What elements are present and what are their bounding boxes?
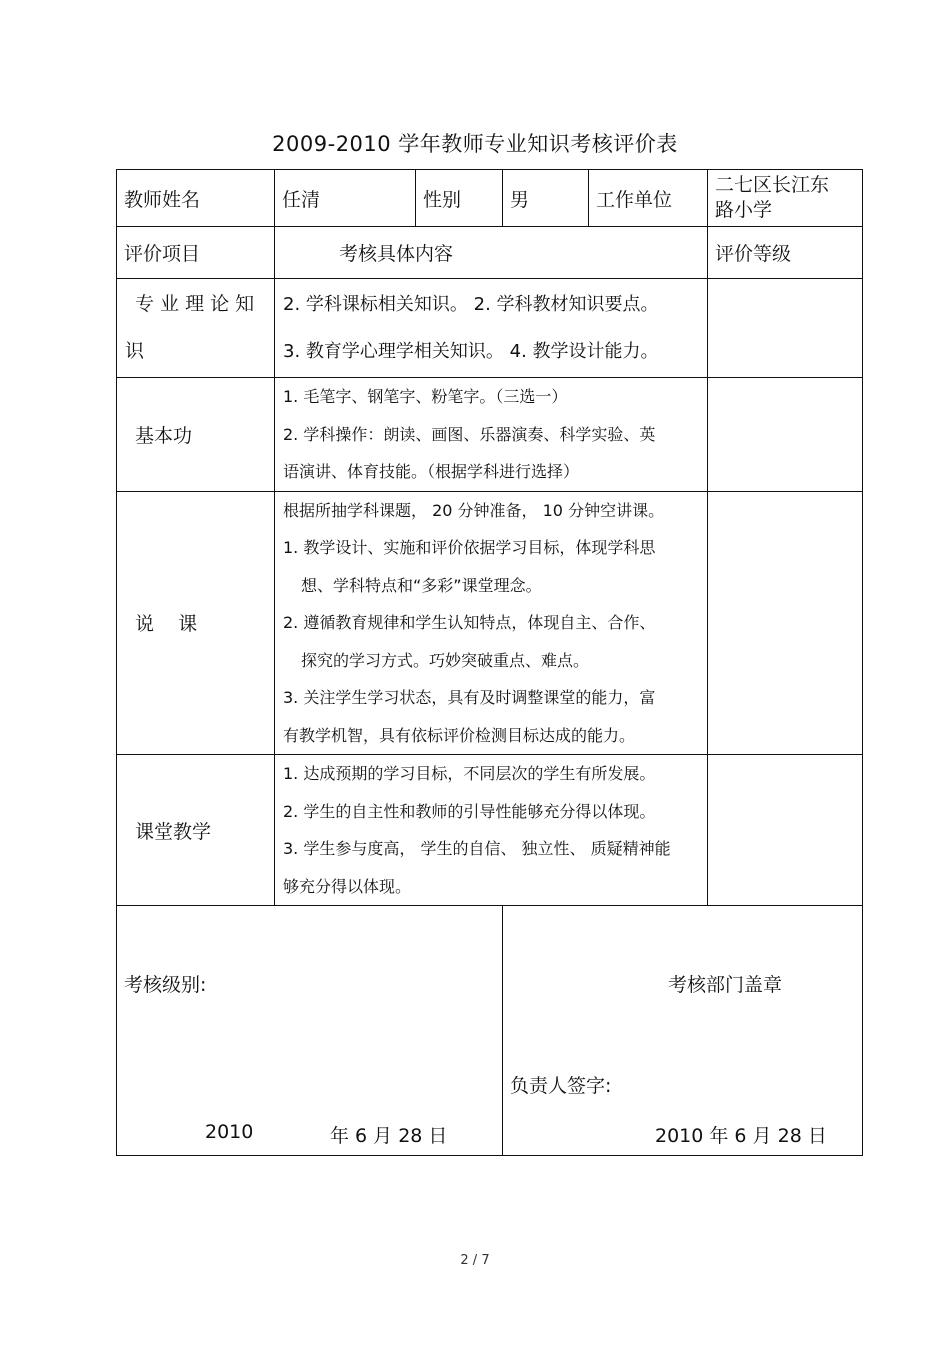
gender-label: 性别: [416, 170, 503, 227]
work-unit-value-line1: 二七区长江东: [715, 174, 830, 196]
classroom-content: [275, 755, 708, 906]
right-date: 2010 年 6 月 28 日: [655, 1125, 827, 1147]
document-title: 2009-2010 学年教师专业知识考核评价表: [272, 132, 678, 156]
lecture-line-5: 探究的学习方式。巧妙突破重点、难点。: [301, 650, 590, 670]
left-date-year: 2010: [205, 1121, 254, 1143]
signer-label: 负责人签字:: [510, 1075, 612, 1097]
basic-skills-row: [117, 378, 863, 492]
header-row: [117, 227, 863, 279]
work-unit-label: 工作单位: [589, 170, 708, 227]
page-number: 2 / 7: [460, 1253, 490, 1268]
teacher-name-label: 教师姓名: [117, 170, 275, 227]
lecture-content: [275, 491, 708, 755]
teacher-name-value: 任清: [275, 170, 416, 227]
lecture-line-6: 3. 关注学生学习状态，具有及时调整课堂的能力，富: [283, 688, 656, 707]
theory-label-line2: 识: [125, 340, 145, 362]
lecture-line-3: 想、学科特点和“多彩”课堂理念。: [301, 575, 542, 595]
teacher-info-row: [117, 170, 863, 227]
theory-grade-cell: [708, 279, 863, 378]
work-unit-value: [708, 170, 863, 227]
theory-row: [117, 279, 863, 378]
lecture-grade-cell: [708, 491, 863, 755]
classroom-label: 课堂教学: [117, 755, 275, 906]
theory-label: [117, 279, 275, 378]
basic-skills-label: 基本功: [117, 378, 275, 492]
seal-cell: [503, 906, 863, 1156]
basic-line-3: 语演讲、体育技能。（根据学科进行选择）: [283, 462, 580, 481]
theory-label-line1: 专 业 理 论 知: [135, 293, 255, 315]
lecture-line-2: 1. 教学设计、实施和评价依据学习目标，体现学科思: [283, 538, 656, 557]
evaluation-table: [116, 169, 863, 1156]
lecture-line-7: 有教学机智，具有依标评价检测目标达成的能力。: [283, 725, 636, 745]
signature-row: [117, 906, 863, 1156]
theory-content: [275, 279, 708, 378]
basic-line-2: 2. 学科操作：朗读、画图、乐器演奏、科学实验、英: [283, 424, 656, 444]
lecture-row: [117, 491, 863, 755]
basic-grade-cell: [708, 378, 863, 492]
left-date-rest: 年 6 月 28 日: [330, 1125, 448, 1147]
content-header: 考核具体内容: [275, 227, 708, 279]
assessment-level-cell: [117, 906, 503, 1156]
basic-skills-content: [275, 378, 708, 492]
lecture-label: 说 课: [117, 491, 275, 755]
classroom-line-4: 够充分得以体现。: [283, 876, 412, 896]
work-unit-value-line2: 路小学: [715, 199, 773, 221]
department-seal-label: 考核部门盖章: [668, 974, 783, 996]
lecture-line-1: 根据所抽学科课题， 20 分钟准备， 10 分钟空讲课。: [283, 500, 665, 520]
lecture-line-4: 2. 遵循教育规律和学生认知特点，体现自主、合作、: [283, 613, 656, 632]
classroom-line-1: 1. 达成预期的学习目标，不同层次的学生有所发展。: [283, 764, 656, 783]
classroom-grade-cell: [708, 755, 863, 906]
item-header: 评价项目: [117, 227, 275, 279]
classroom-row: [117, 755, 863, 906]
theory-line-2: 3. 教育学心理学相关知识。 4. 教学设计能力。: [283, 341, 659, 362]
assessment-level-label: 考核级别:: [124, 974, 207, 996]
classroom-line-3: 3. 学生参与度高， 学生的自信、 独立性、 质疑精神能: [283, 839, 671, 858]
theory-line-1: 2. 学科课标相关知识。 2. 学科教材知识要点。: [283, 294, 659, 315]
basic-line-1: 1. 毛笔字、钢笔字、粉笔字。（三选一）: [283, 387, 568, 406]
gender-value: 男: [503, 170, 589, 227]
grade-header: 评价等级: [708, 227, 863, 279]
classroom-line-2: 2. 学生的自主性和教师的引导性能够充分得以体现。: [283, 801, 656, 821]
